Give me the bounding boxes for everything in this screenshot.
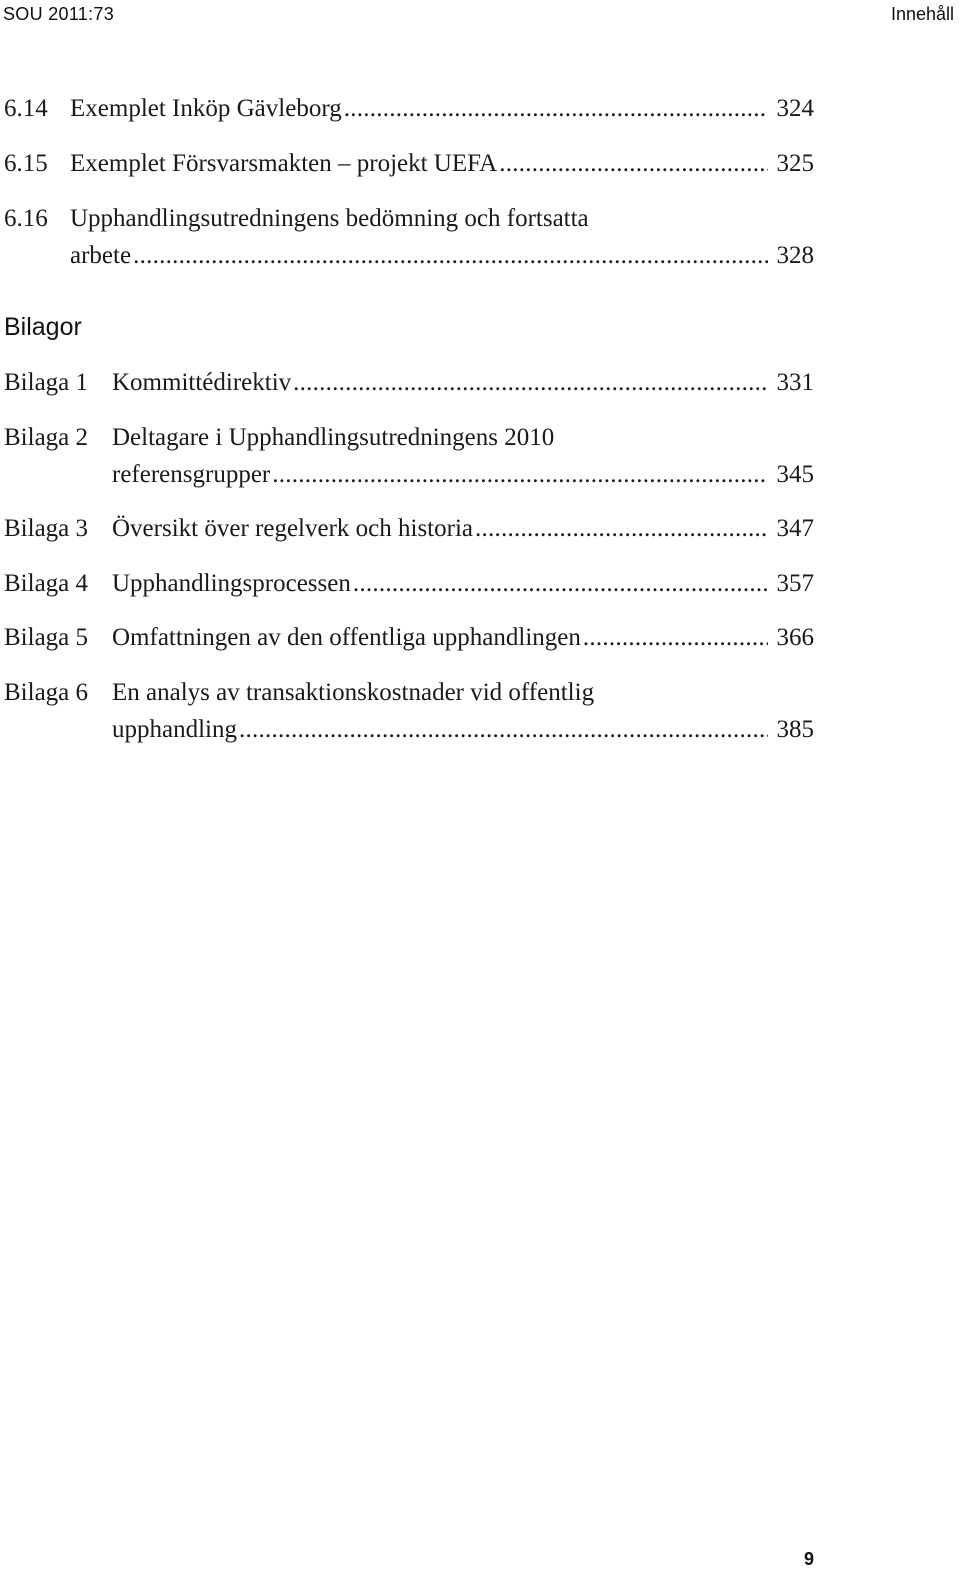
toc-entry-label: Bilaga 2 (4, 424, 89, 451)
running-head-left: SOU 2011:73 (3, 4, 115, 24)
dot-leader (133, 237, 768, 274)
dot-leader (353, 565, 768, 602)
toc-entry-title: Deltagare i Upphandlingsutredningens 2010 (112, 424, 555, 451)
toc-entry-title-continued: arbete (70, 242, 132, 269)
toc-entry-page: 328 (776, 242, 814, 269)
toc-entry-title: Omfattningen av den offentliga upphandlingen (112, 624, 581, 651)
toc-entry-label: Bilaga 4 (4, 570, 89, 597)
toc-entry-title: Översikt över regelverk och historia (112, 515, 473, 542)
toc-entry-title: Exemplet Inköp Gävleborg (70, 95, 342, 122)
toc-entry-page: 366 (776, 624, 814, 651)
toc-entry-page: 325 (776, 150, 814, 177)
toc-entry-page: 347 (776, 515, 814, 542)
page-number: 9 (803, 1549, 814, 1569)
toc-entry-page: 345 (776, 461, 814, 488)
dot-leader (475, 510, 768, 547)
toc-entry-page: 324 (776, 95, 814, 122)
dot-leader (293, 364, 768, 401)
dot-leader (344, 90, 768, 127)
toc-entry-number: 6.16 (4, 205, 48, 232)
dot-leader (272, 456, 768, 493)
running-head-right: Innehåll (890, 4, 954, 24)
dot-leader (499, 145, 768, 182)
toc-entry-label: Bilaga 1 (4, 369, 89, 396)
toc-entry-label: Bilaga 3 (4, 515, 89, 542)
toc-entry-page: 331 (776, 369, 814, 396)
toc-entry-title-continued: upphandling (112, 716, 237, 743)
dot-leader (583, 619, 768, 656)
bilagor-heading: Bilagor (4, 313, 82, 341)
toc-entry-page: 357 (776, 570, 814, 597)
toc-entry-title: En analys av transaktionskostnader vid offentlig (112, 679, 595, 706)
toc-entry-title: Upphandlingsutredningens bedömning och fortsatta (70, 205, 589, 232)
toc-entry-number: 6.14 (4, 95, 48, 122)
toc-entry-title: Exemplet Försvarsmakten – projekt UEFA (70, 150, 498, 177)
dot-leader (239, 711, 768, 748)
toc-entry-number: 6.15 (4, 150, 48, 177)
toc-entry-title: Kommittédirektiv (112, 369, 292, 396)
toc-entry-title: Upphandlingsprocessen (112, 570, 351, 597)
toc-entry-page: 385 (776, 716, 814, 743)
toc-entry-title-continued: referensgrupper (112, 461, 271, 488)
toc-entry-label: Bilaga 5 (4, 624, 89, 651)
toc-entry-label: Bilaga 6 (4, 679, 89, 706)
